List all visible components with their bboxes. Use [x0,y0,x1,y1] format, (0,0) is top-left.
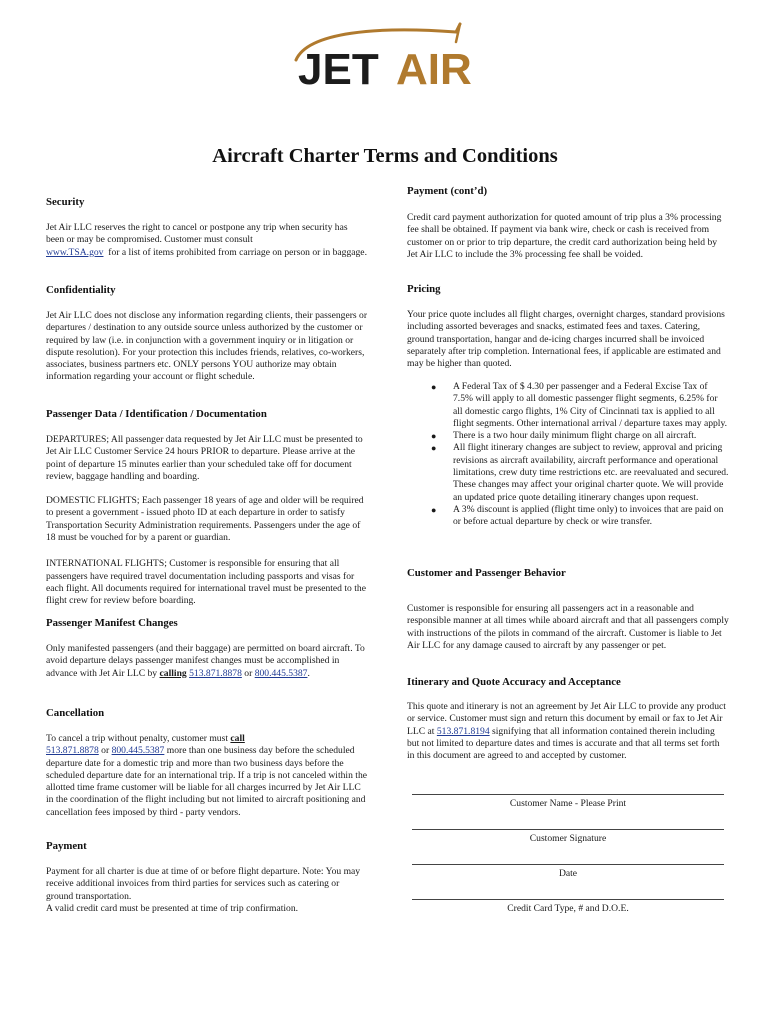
logo-text-air: AIR [396,45,472,94]
list-item [407,442,729,503]
security-body [46,222,368,259]
bullet-text: All flight itinerary changes are subject to review, approval and pricing revisions as aircraft availability, aircraft performance and operational limitations, crew duty time restrictions etc. are reevaluated and secured. These changes may affect your original charter quote. We will provide an updated price quote detailing itinerary changes upon request. [453,442,729,503]
manifest-phone-2[interactable]: 800.445.5387 [254,667,308,679]
logo-text-jet: JET [298,45,379,94]
payment-contd-heading: Payment (cont’d) [407,185,488,197]
jet-air-logo [288,20,484,96]
fax-number-link[interactable]: 513.871.8194 [436,725,490,737]
period-text: . [307,667,310,679]
bullet-icon: ● [431,443,437,454]
domestic-flights-text: DOMESTIC FLIGHTS; Each passenger 18 years of age and older will be required to present a government - issued photo ID at each departure in order to satisfy Transportation Security Administration requirements. Passengers under the age of 18 must be vouched for by a parent or guardian. [46,495,364,544]
calling-text: calling [159,667,187,679]
signature-line [412,794,724,795]
section-payment [46,840,368,915]
security-heading: Security [46,196,85,208]
bullet-text: A Federal Tax of $ 4.30 per passenger and a Federal Excise Tax of 7.5% will apply to all domestic passenger flight segments, 6.25% for all domestic cargo flights, 1% City of Cincinnati tax is applied to all flight segments. Other international arrival / departure taxes may apply. [453,381,728,429]
payment-body: Payment for all charter is due at time of or before flight departure. Note: You may receive additional invoices from third parties for services such as catering or ground transportation. [46,866,361,902]
manifest-heading: Passenger Manifest Changes [46,617,178,629]
manifest-text: Only manifested passengers (and their baggage) are permitted on board aircraft. To avoid departure delays passenger manifest changes must be accomplished in advance with Jet Air LLC by [46,643,365,679]
credit-card-label: Credit Card Type, # and D.O.E. [507,903,629,914]
section-itinerary [407,676,729,762]
bullet-text: There is a two hour daily minimum flight charge on all aircraft. [453,430,697,442]
pricing-body: Your price quote includes all flight charges, overnight charges, standard provisions including assorted beverages and snacks, estimated fees and taxes. Catering, ground transportation, hangar and de-icing charges incurred shall be invoiced separately after trip completion. International fees, if applicable are estimated and may be higher than quoted. [407,309,725,370]
itinerary-text-2: signifying that all information contained therein including but not limited to departure dates and times is accurate and that all terms set forth in this document are agreed to and accepted by customer. [407,725,720,762]
cancellation-phone-1[interactable]: 513.871.8878 [46,745,99,757]
section-cancellation [46,707,368,819]
call-text: call [230,733,245,744]
list-item [407,504,729,529]
payment-body-2: A valid credit card must be presented at time of trip confirmation. [46,902,299,914]
signature-line [412,829,724,830]
bullet-text: A 3% discount is applied (flight time only) to invoices that are paid on or before actual departure by check or wire transfer. [453,503,724,528]
section-passenger-data [46,408,368,608]
passenger-data-heading: Passenger Data / Identification / Documentation [46,408,267,420]
behavior-body: Customer is responsible for ensuring all passengers act in a reasonable and responsible manner at all times while aboard aircraft and that all passengers comply with instructions of the pilots in command of the aircraft. Customer is liable to Jet Air LLC for any damage caused to aircraft by any passenger or pet. [407,603,729,651]
bullet-icon: ● [431,504,437,515]
customer-name-label: Customer Name - Please Print [509,798,627,809]
section-behavior [407,567,729,652]
section-manifest [46,617,368,680]
pricing-heading: Pricing [407,283,441,295]
date-label: Date [558,868,578,879]
payment-contd-body: Credit card payment authorization for quoted amount of trip plus a 3% processing fee shall be obtained. If payment via bank wire, check or cash is received from customer on or prior to trip departure, the credit card authorization being held by Jet Air LLC to include the 3% processing fee shall be voided. [407,212,722,260]
payment-heading: Payment [46,840,87,852]
confidentiality-heading: Confidentiality [46,284,116,296]
customer-signature-field[interactable] [407,829,729,845]
manifest-body [46,643,368,680]
cancellation-text: To cancel a trip without penalty, customer must [46,733,229,744]
section-security [46,196,368,259]
cancellation-body [46,733,368,819]
customer-name-field[interactable] [407,794,729,810]
section-confidentiality [46,284,368,384]
or-text: or [244,667,253,679]
pricing-bullets [407,381,729,529]
confidentiality-body: Jet Air LLC does not disclose any information regarding clients, their passengers or departures / destination to any outside source unless authorized by the customer or required by law (i.e. in conjunction with a government inquiry or in litigation or dispute resolution). For your protection this includes friends, relatives, co-workers, associates, business partners etc. ONLY persons YOU authorize may obtain information regarding your account or flight schedule. [46,310,368,383]
bullet-icon: ● [431,382,437,392]
section-pricing [407,283,729,370]
cancellation-text-2: more than one business day before the scheduled departure date for a domestic trip and more than two business days before the scheduled departure date for an international trip. If a trip is not canceled within the allotted time frame customer will be liable for all charges incurred by Jet Air LLC in the coordination of the flight including but not limited to aircraft positioning and cancellation fees imposed by third - party vendors. [46,745,368,818]
itinerary-heading: Itinerary and Quote Accuracy and Acceptance [407,676,621,688]
cancellation-phone-2[interactable]: 800.445.5387 [111,745,165,757]
page-title: Aircraft Charter Terms and Conditions [212,145,558,167]
credit-card-field[interactable] [407,899,729,915]
or-text-2: or [101,745,110,757]
signature-line [412,899,724,900]
cancellation-heading: Cancellation [46,707,105,719]
signature-line [412,864,724,865]
bullet-icon: ● [431,431,437,442]
manifest-phone-1[interactable]: 513.871.8878 [189,667,242,679]
tsa-link[interactable]: www.TSA.gov [46,246,104,258]
departures-text: DEPARTURES; All passenger data requested by Jet Air LLC must be presented to Jet Air LLC Customer Service 24 hours PRIOR to departure. Please arrive at the point of departure 15 minutes earlier than your scheduled take off for document review, baggage handling and boarding. [46,434,363,482]
section-payment-contd [407,185,729,261]
date-field[interactable] [407,864,729,880]
itinerary-body [407,701,729,762]
list-item [407,381,729,430]
itinerary-text: This quote and itinerary is not an agreement by Jet Air LLC to provide any product or service. Customer must sign and return this document by email or fax to Jet Air LLC at [407,701,726,737]
security-text: Jet Air LLC reserves the right to cancel or postpone any trip when security has been or may be compromised. Customer must consult [46,222,348,246]
customer-signature-label: Customer Signature [529,833,607,844]
behavior-heading: Customer and Passenger Behavior [407,567,566,579]
list-item [407,430,729,442]
international-flights-text: INTERNATIONAL FLIGHTS; Customer is responsible for ensuring that all passengers have required travel documentation including passports and visas for each flight. All documents required for international travel must be presented to the flight crew for review before boarding. [46,558,366,607]
security-text-2: for a list of items prohibited from carriage on person or in baggage. [108,246,367,258]
